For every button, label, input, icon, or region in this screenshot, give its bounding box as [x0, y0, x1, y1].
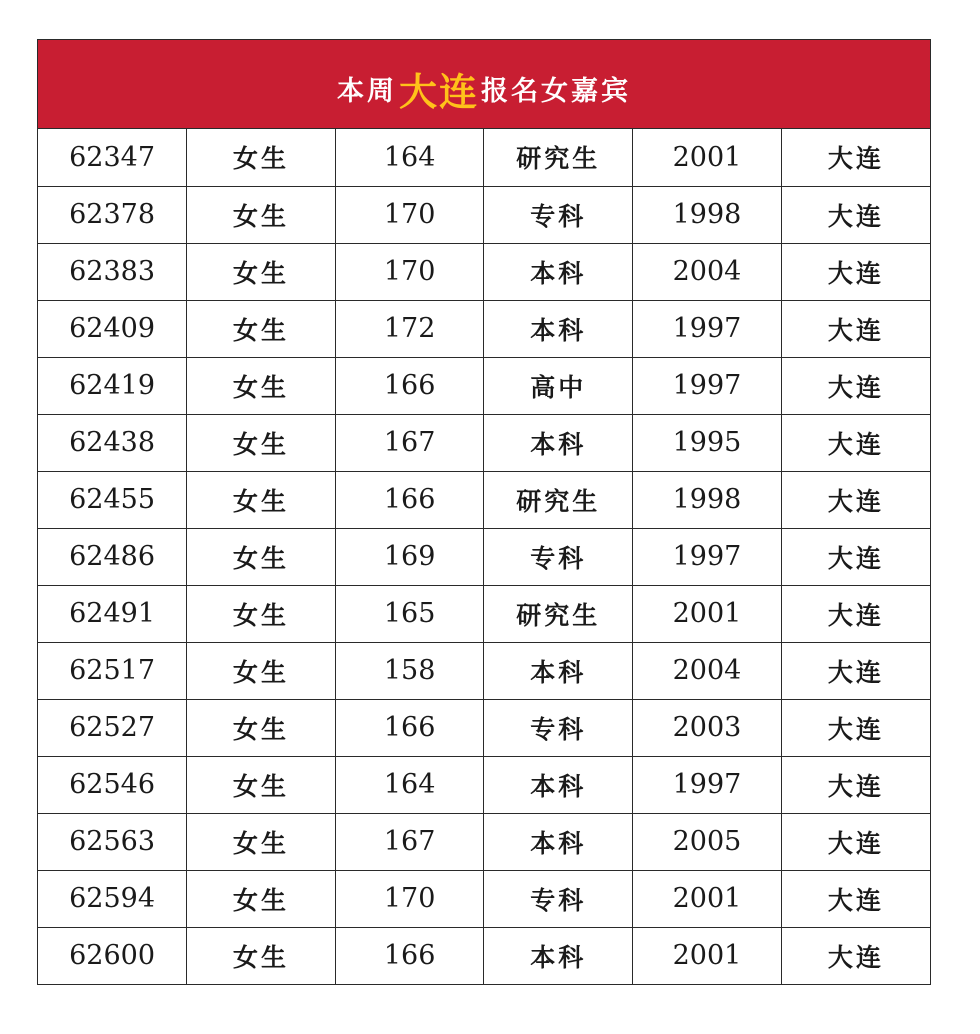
cell-id: 62409 [38, 300, 187, 357]
cell-education: 研究生 [484, 471, 633, 528]
cell-gender: 女生 [187, 357, 336, 414]
cell-height: 167 [335, 414, 484, 471]
table-row [38, 300, 930, 357]
cell-gender: 女生 [187, 243, 336, 300]
cell-gender: 女生 [187, 642, 336, 699]
cell-id: 62378 [38, 186, 187, 243]
table-row [38, 927, 930, 984]
table-row [38, 414, 930, 471]
cell-birth-year: 2001 [633, 870, 782, 927]
cell-birth-year: 2003 [633, 699, 782, 756]
cell-id: 62527 [38, 699, 187, 756]
cell-city: 大连 [781, 186, 930, 243]
table-row [38, 642, 930, 699]
cell-height: 167 [335, 813, 484, 870]
cell-education: 高中 [484, 357, 633, 414]
cell-city: 大连 [781, 642, 930, 699]
cell-education: 本科 [484, 813, 633, 870]
cell-id: 62594 [38, 870, 187, 927]
cell-city: 大连 [781, 813, 930, 870]
table-row [38, 585, 930, 642]
cell-birth-year: 2001 [633, 927, 782, 984]
table-row [38, 471, 930, 528]
title-prefix: 本周 [336, 75, 397, 107]
title-banner [38, 40, 930, 129]
cell-education: 专科 [484, 528, 633, 585]
cell-id: 62600 [38, 927, 187, 984]
cell-education: 研究生 [484, 585, 633, 642]
cell-height: 165 [335, 585, 484, 642]
cell-birth-year: 2004 [633, 642, 782, 699]
cell-gender: 女生 [187, 870, 336, 927]
cell-city: 大连 [781, 699, 930, 756]
cell-height: 166 [335, 699, 484, 756]
cell-education: 本科 [484, 300, 633, 357]
cell-gender: 女生 [187, 756, 336, 813]
table-row [38, 528, 930, 585]
cell-height: 169 [335, 528, 484, 585]
cell-gender: 女生 [187, 927, 336, 984]
cell-height: 166 [335, 471, 484, 528]
cell-city: 大连 [781, 585, 930, 642]
cell-birth-year: 2004 [633, 243, 782, 300]
banner-title [337, 53, 631, 116]
table-row [38, 699, 930, 756]
cell-gender: 女生 [187, 699, 336, 756]
cell-height: 164 [335, 756, 484, 813]
cell-city: 大连 [781, 870, 930, 927]
cell-birth-year: 2001 [633, 585, 782, 642]
cell-gender: 女生 [187, 129, 336, 186]
roster-sheet [37, 39, 931, 985]
title-suffix: 报名女嘉宾 [481, 75, 631, 107]
table-row [38, 870, 930, 927]
cell-birth-year: 1998 [633, 186, 782, 243]
table-row [38, 357, 930, 414]
cell-education: 本科 [484, 414, 633, 471]
cell-id: 62347 [38, 129, 187, 186]
cell-city: 大连 [781, 129, 930, 186]
cell-gender: 女生 [187, 813, 336, 870]
cell-id: 62383 [38, 243, 187, 300]
table-row [38, 186, 930, 243]
cell-birth-year: 1997 [633, 300, 782, 357]
cell-city: 大连 [781, 300, 930, 357]
cell-id: 62455 [38, 471, 187, 528]
cell-id: 62438 [38, 414, 187, 471]
cell-birth-year: 1997 [633, 756, 782, 813]
cell-education: 专科 [484, 186, 633, 243]
cell-education: 专科 [484, 870, 633, 927]
cell-id: 62419 [38, 357, 187, 414]
cell-gender: 女生 [187, 414, 336, 471]
cell-height: 164 [335, 129, 484, 186]
cell-education: 本科 [484, 927, 633, 984]
cell-birth-year: 2005 [633, 813, 782, 870]
cell-height: 170 [335, 186, 484, 243]
cell-id: 62546 [38, 756, 187, 813]
cell-birth-year: 1997 [633, 528, 782, 585]
cell-height: 166 [335, 927, 484, 984]
cell-id: 62486 [38, 528, 187, 585]
cell-city: 大连 [827, 942, 884, 972]
cell-height: 166 [335, 357, 484, 414]
cell-gender: 女生 [187, 471, 336, 528]
cell-education: 研究生 [484, 129, 633, 186]
cell-id: 62563 [38, 813, 187, 870]
cell-city: 大连 [781, 357, 930, 414]
cell-gender: 女生 [187, 300, 336, 357]
title-highlight-city: 大连 [398, 69, 479, 114]
cell-city: 大连 [781, 471, 930, 528]
cell-height: 170 [335, 870, 484, 927]
cell-city: 大连 [781, 414, 930, 471]
cell-birth-year: 2001 [633, 129, 782, 186]
table-row [38, 243, 930, 300]
cell-city: 大连 [781, 528, 930, 585]
cell-height: 170 [335, 243, 484, 300]
cell-education: 本科 [484, 243, 633, 300]
cell-education: 专科 [484, 699, 633, 756]
cell-id: 62517 [38, 642, 187, 699]
roster-table-body [38, 129, 930, 984]
table-row [38, 756, 930, 813]
cell-height: 158 [335, 642, 484, 699]
cell-city: 大连 [781, 756, 930, 813]
cell-birth-year: 1997 [633, 357, 782, 414]
cell-id: 62491 [38, 585, 187, 642]
cell-gender: 女生 [187, 585, 336, 642]
cell-city: 大连 [781, 243, 930, 300]
cell-birth-year: 1995 [633, 414, 782, 471]
cell-education: 本科 [484, 642, 633, 699]
table-row [38, 129, 930, 186]
roster-table [38, 129, 930, 984]
cell-height: 172 [335, 300, 484, 357]
cell-gender: 女生 [187, 186, 336, 243]
cell-gender: 女生 [187, 528, 336, 585]
cell-education: 本科 [484, 756, 633, 813]
cell-birth-year: 1998 [633, 471, 782, 528]
table-row [38, 813, 930, 870]
